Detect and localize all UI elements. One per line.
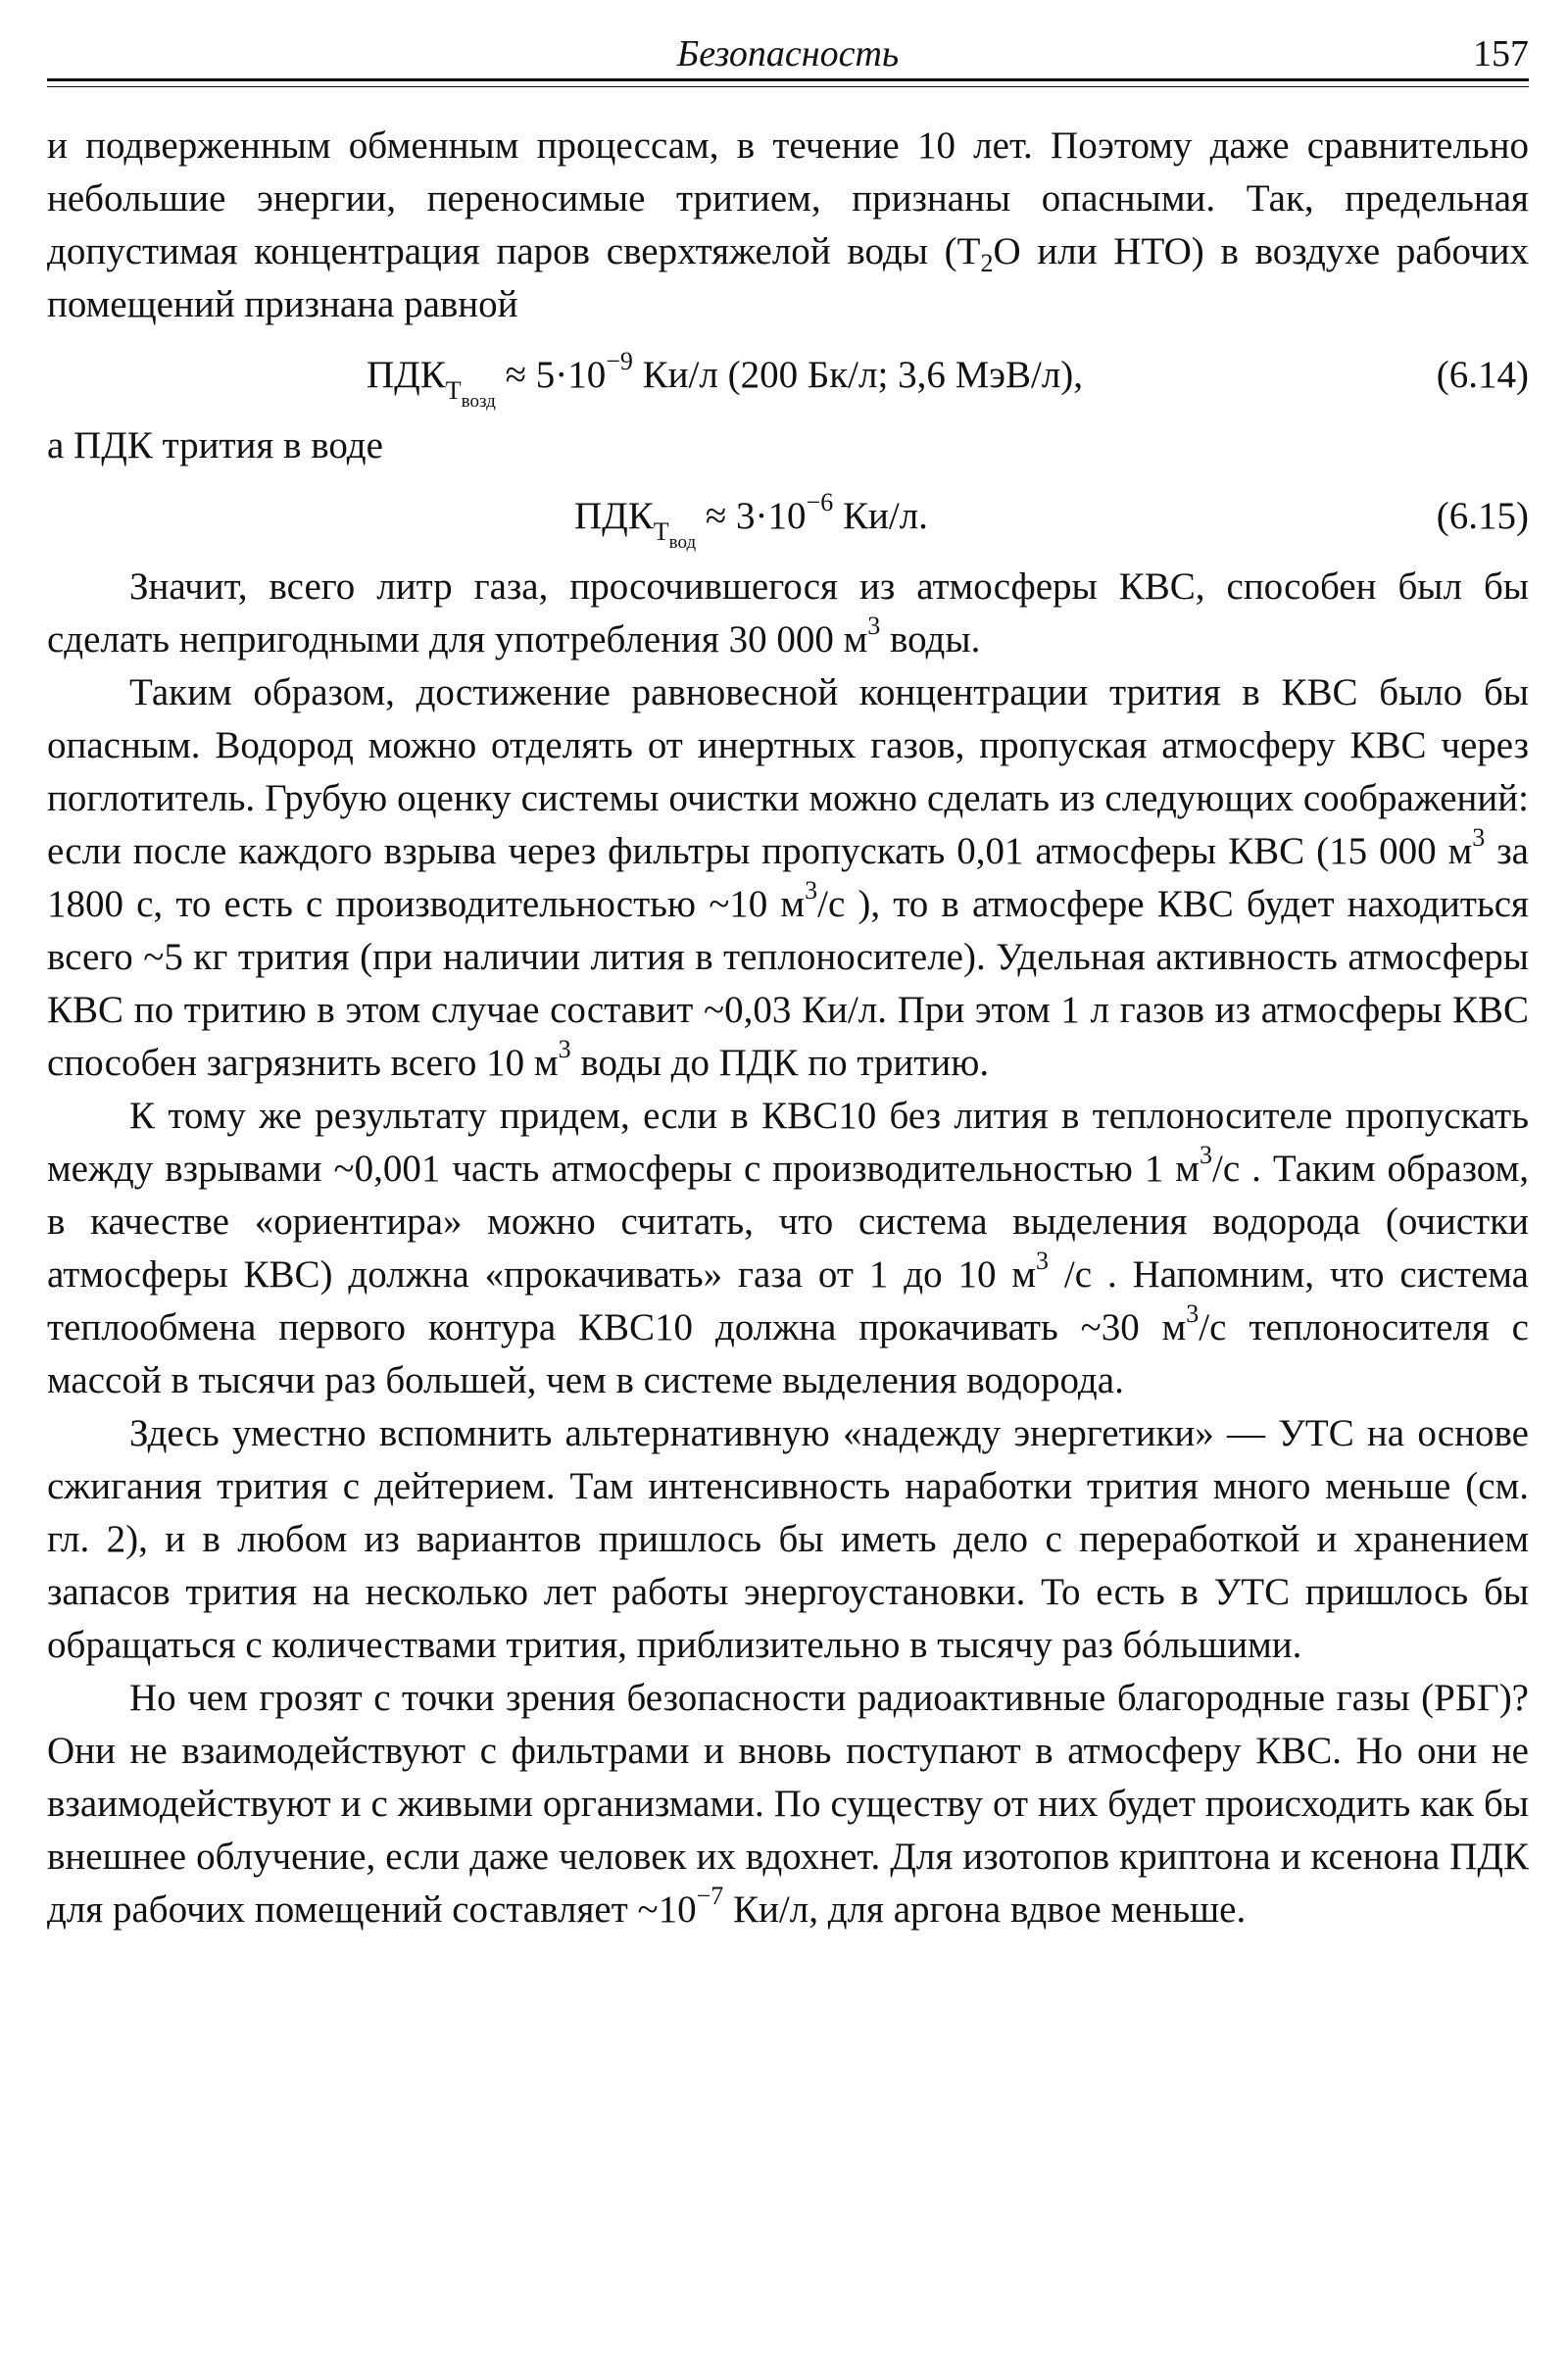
- paragraph-2: а ПДК трития в воде: [47, 424, 383, 466]
- paragraph-1-text-a: и подверженным обменным процессам, в течение 10 лет. Поэтому даже сравнительно небольшие энергии, переносимые тритием, признаны опасными. Так, предельная допустимая концентрация паров сверхтяжелой воды (T: [47, 124, 1529, 272]
- eq1-rhs: Ки/л (200 Бк/л; 3,6 МэВ/л),: [632, 354, 1084, 396]
- equation-6-14-expression: [367, 347, 1084, 412]
- paragraph-4-sup-1: 3: [1472, 823, 1486, 852]
- eq1-lhs: ПДК: [367, 354, 446, 396]
- header-title: Безопасность: [676, 33, 900, 74]
- header-rule-thin: [47, 86, 1529, 87]
- paragraph-4-text-a: Таким образом, достижение равновесной концентрации трития в КВС было бы опасным. Водород можно отделять от инертных газов, пропуская атмосферу КВС через поглотитель. Грубую оценку системы очистки можно сделать из следующих соображений: если после каждого взрыва через фильтры пропускать 0,01 атмосферы КВС (15 000 м: [47, 671, 1529, 872]
- paragraph-5-text-b: /с . Таким образом, в качестве «ориентира» можно считать, что система выделения водорода (очистки атмосферы КВС) должна «прокачивать» газа от 1 до 10 м: [47, 1148, 1529, 1296]
- eq2-rhs: Ки/л.: [833, 495, 928, 537]
- paragraph-5-text-a: К тому же результату придем, если в КВС10 без лития в теплоносителе пропускать между взрывами ~0,001 часть атмосферы с производительностью 1 м: [47, 1095, 1529, 1190]
- equation-number: (6.14): [1436, 354, 1529, 396]
- paragraph-1-text-b: O или HTO) в воздухе рабочих помещений признана равной: [47, 230, 1529, 325]
- eq2-exponent: −6: [806, 488, 834, 516]
- eq1-exponent: −9: [606, 347, 633, 375]
- equation-6-15-expression: [574, 488, 928, 553]
- equation-6-15: [47, 486, 1529, 553]
- paragraph-3-text-a: Значит, всего литр газа, просочившегося из атмосферы КВС, способен был бы сделать непригодными для употребления 30 000 м: [47, 565, 1529, 661]
- eq1-sub: T: [445, 376, 462, 405]
- eq2-sub: T: [653, 517, 669, 546]
- paragraph-5-sup-1: 3: [1199, 1141, 1212, 1169]
- running-header: [47, 29, 1529, 78]
- paragraph-1: [47, 120, 1529, 331]
- page-body: [47, 120, 1529, 1936]
- page-number: 157: [1473, 33, 1529, 74]
- paragraph-4-sup-2: 3: [805, 876, 818, 905]
- paragraph-5: [47, 1090, 1529, 1407]
- eq1-sub2: возд: [461, 391, 496, 412]
- paragraph-4-text-d: воды до ПДК по тритию.: [570, 1042, 990, 1084]
- paragraph-3: [47, 561, 1529, 666]
- paragraph-5-text-d: /с теплоносителя с массой в тысячи раз большей, чем в системе выделения водорода.: [47, 1306, 1529, 1401]
- eq2-sub2: вод: [668, 532, 697, 553]
- equation-6-14: [47, 345, 1529, 412]
- paragraph-3-sup: 3: [867, 612, 881, 640]
- eq2-lhs: ПДК: [574, 495, 654, 537]
- paragraph-7-text-b: Ки/л, для аргона вдвое меньше.: [723, 1888, 1247, 1931]
- paragraph-5-sup-2: 3: [1036, 1247, 1050, 1275]
- paragraph-7: [47, 1672, 1529, 1936]
- paragraph-6: Здесь уместно вспомнить альтернативную «надежду энергетики» — УТС на основе сжигания трития с дейтерием. Там интенсивность наработки трития много меньше (см. гл. 2), и в любом из вариантов пришлось бы иметь дело с переработкой и хранением запасов трития на несколько лет работы энергоустановки. То есть в УТС пришлось бы обращаться с количествами трития, приблизительно в тысячу раз бóльшими.: [47, 1412, 1529, 1666]
- paragraph-1-subscript: 2: [980, 249, 994, 277]
- paragraph-7-text-a: Но чем грозят с точки зрения безопасности радиоактивные благородные газы (РБГ)? Они не взаимодействуют с фильтрами и вновь поступают в атмосферу КВС. Но они не взаимодействуют и с живыми организмами. По существу от них будет происходить как бы внешнее облучение, если даже человек их вдохнет. Для изотопов криптона и ксенона ПДК для рабочих помещений составляет ~10: [47, 1677, 1529, 1931]
- paragraph-7-sup: −7: [696, 1882, 724, 1910]
- equation-number: (6.15): [1436, 495, 1529, 537]
- eq1-approx: ≈ 5·10: [495, 354, 607, 396]
- paragraph-4-text-b: за 1800 с, то есть с производительностью ~10 м: [47, 830, 1529, 925]
- paragraph-5-sup-3: 3: [1186, 1299, 1200, 1328]
- paragraph-4-sup-3: 3: [558, 1035, 571, 1063]
- eq2-approx: ≈ 3·10: [696, 495, 807, 537]
- paragraph-5-text-c: /с . Напомним, что система теплообмена первого контура КВС10 должна прокачивать ~30 м: [47, 1253, 1529, 1348]
- header-rule-thick: [47, 78, 1529, 81]
- paragraph-4-text-c: /с ), то в атмосфере КВС будет находиться всего ~5 кг трития (при наличии лития в теплоносителе). Удельная активность атмосферы КВС по тритию в этом случае составит ~0,03 Ки/л. При этом 1 л газов из атмосферы КВС способен загрязнить всего 10 м: [47, 883, 1529, 1084]
- paragraph-3-text-b: воды.: [880, 618, 981, 661]
- paragraph-4: [47, 666, 1529, 1090]
